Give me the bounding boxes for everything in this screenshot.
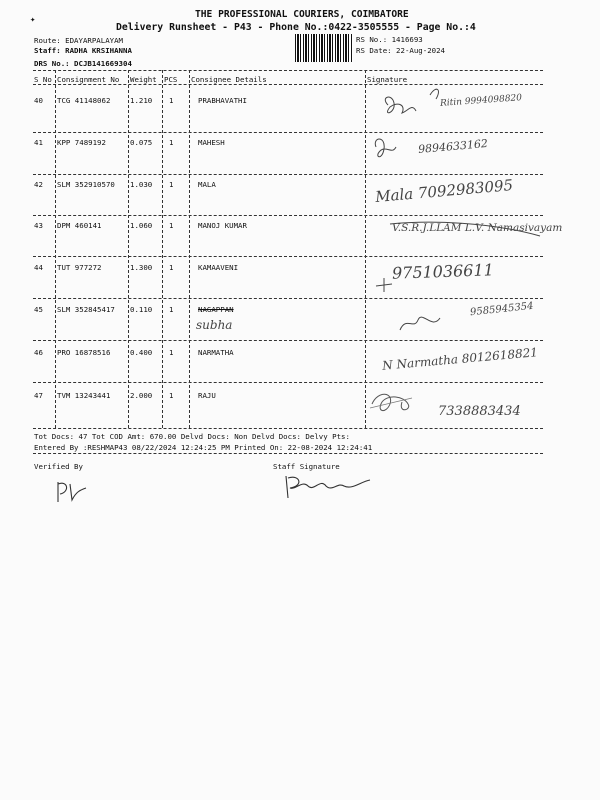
handwritten-row47: 7338883434 [438, 404, 521, 419]
row-consignment: DPM 460141 [57, 221, 102, 230]
row-consignee: MAHESH [198, 138, 225, 147]
col-header-signature: Signature [367, 75, 408, 84]
row-sno: 44 [34, 263, 43, 272]
col-sep [189, 70, 190, 428]
staff-signature-mark [280, 468, 380, 503]
company-title: THE PROFESSIONAL COURIERS, COIMBATORE [195, 9, 409, 20]
handwritten-row46: N Narmatha 8012618821 [381, 345, 539, 373]
signature-row45 [370, 300, 570, 340]
row-consignment: TVM 13243441 [57, 391, 111, 400]
signature-row40 [370, 85, 570, 135]
row-weight: 0.110 [130, 305, 153, 314]
handwritten-row44: 9751036611 [391, 260, 495, 283]
row-pcs: 1 [169, 221, 174, 230]
signature-row47 [368, 388, 428, 418]
handwritten-row45-name: subha [196, 318, 233, 332]
row-consignment: TUT 977272 [57, 263, 102, 272]
row-sno: 43 [34, 221, 43, 230]
footer-rule [33, 453, 543, 454]
col-sep [128, 70, 129, 428]
handwritten-row42: Mala 7092983095 [374, 176, 514, 206]
row-sno: 41 [34, 138, 43, 147]
row-pcs: 1 [169, 391, 174, 400]
handwritten-row41: 9894633162 [417, 136, 489, 157]
table-top-rule [33, 70, 543, 71]
row-sno: 46 [34, 348, 43, 357]
drs-number: DRS No.: DCJB141669304 [34, 59, 132, 68]
row-pcs: 1 [169, 138, 174, 147]
col-header-weight: Weight [130, 75, 157, 84]
row-consignee: RAJU [198, 391, 216, 400]
row-rule [33, 382, 543, 383]
row-pcs: 1 [169, 180, 174, 189]
row-pcs: 1 [169, 348, 174, 357]
col-header-consignment: Consignment No [57, 75, 120, 84]
row-sno: 40 [34, 96, 43, 105]
row-consignment: PRO 16878516 [57, 348, 111, 357]
route-label: Route: EDAYARPALAYAM [34, 36, 123, 45]
col-header-consignee: Consignee Details [191, 75, 267, 84]
row-weight: 2.000 [130, 391, 153, 400]
row-consignee: MALA [198, 180, 216, 189]
row-weight: 0.075 [130, 138, 153, 147]
row-rule [33, 215, 543, 216]
totals-line: Tot Docs: 47 Tot COD Amt: 670.00 Delvd Docs: Non Delvd Docs: Delvy Pts: [34, 432, 350, 441]
barcode-icon [295, 34, 353, 62]
row-consignment: TCG 41148062 [57, 96, 111, 105]
row-sno: 47 [34, 391, 43, 400]
col-header-pcs: PCS [164, 75, 178, 84]
col-sep [365, 70, 366, 428]
staff-label: Staff: RADHA KRSIHANNA [34, 46, 132, 55]
row-consignee: MANOJ KUMAR [198, 221, 247, 230]
handwritten-row40: Ritin 9994098820 [439, 93, 523, 109]
handwritten-row45-phone: 9585945354 [469, 300, 535, 319]
row-sno: 45 [34, 305, 43, 314]
corner-mark-icon: ✦ [30, 15, 36, 25]
row-consignment: SLM 352910570 [57, 180, 115, 189]
row-pcs: 1 [169, 305, 174, 314]
staff-signature-label: Staff Signature [273, 462, 340, 471]
row-consignee: NARMATHA [198, 348, 234, 357]
row-weight: 1.300 [130, 263, 153, 272]
col-sep [162, 70, 163, 428]
verified-signature [52, 478, 92, 508]
row-consignee: KAMAAVENI [198, 263, 239, 272]
row-weight: 1.210 [130, 96, 153, 105]
rs-number: RS No.: 1416693 [356, 35, 423, 44]
rs-date: RS Date: 22-Aug-2024 [356, 46, 445, 55]
row-consignment: SLM 352845417 [57, 305, 115, 314]
row-consignment: KPP 7489192 [57, 138, 106, 147]
verified-by-label: Verified By [34, 462, 83, 471]
row-consignee: PRABHAVATHI [198, 96, 247, 105]
row-weight: 0.400 [130, 348, 153, 357]
row-weight: 1.030 [130, 180, 153, 189]
row-sno: 42 [34, 180, 43, 189]
handwritten-row43: V.S.R.J.LLAM L.V. Namasivayam [392, 222, 563, 234]
row-weight: 1.060 [130, 221, 153, 230]
row-pcs: 1 [169, 96, 174, 105]
entered-line: Entered By :RESHMAP43 08/22/2024 12:24:25 PM Printed On: 22-08-2024 12:24:41 [34, 443, 373, 452]
row-consignee: NAGAPPAN [198, 305, 234, 314]
row-pcs: 1 [169, 263, 174, 272]
row-rule [33, 340, 543, 341]
col-sep [55, 70, 56, 428]
row-rule [33, 428, 543, 429]
runsheet-title: Delivery Runsheet - P43 - Phone No.:0422-3505555 - Page No.:4 [116, 22, 476, 33]
col-header-sno: S No [34, 75, 52, 84]
